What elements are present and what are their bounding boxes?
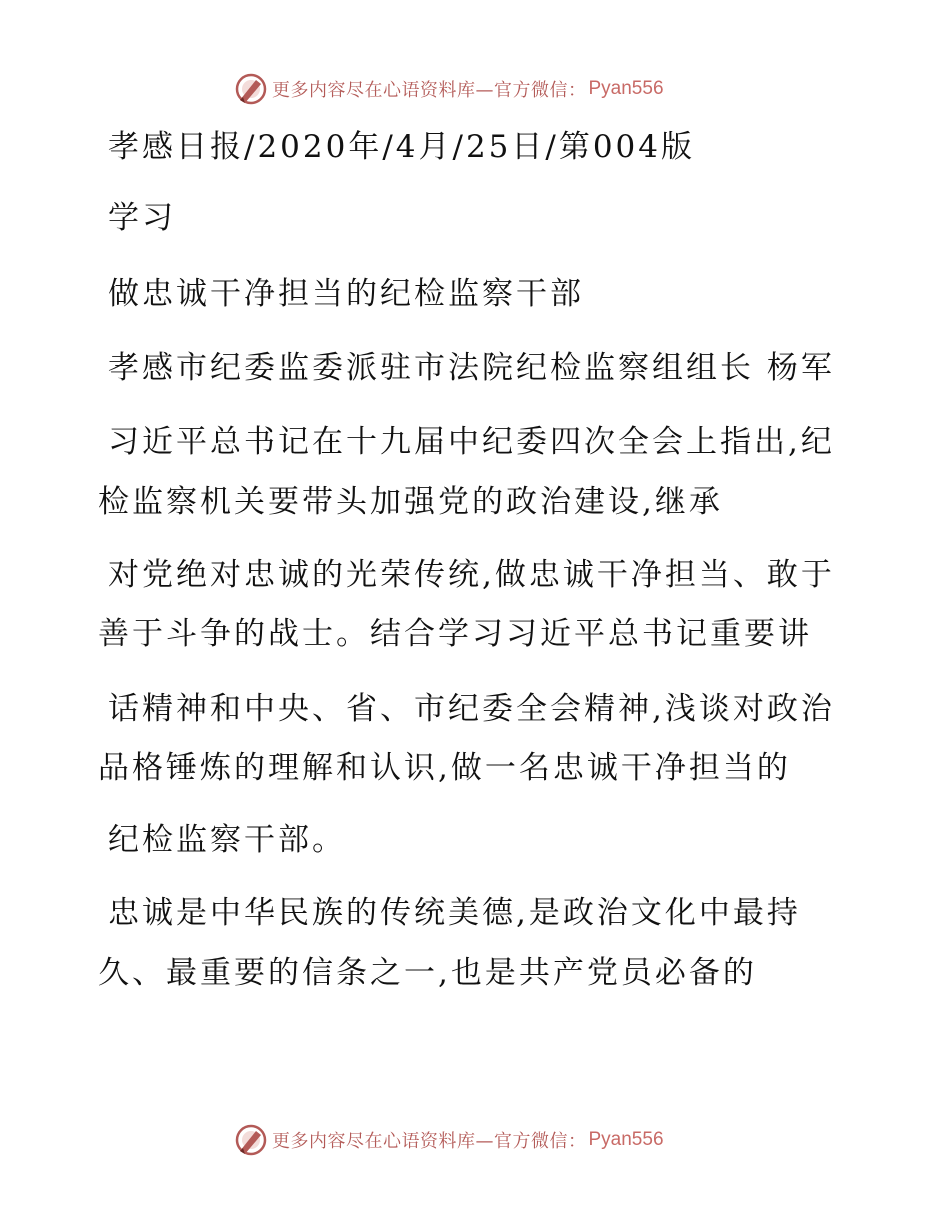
- article-byline: 孝感市纪委监委派驻市法院纪检监察组组长 杨军: [108, 350, 835, 386]
- paragraph-line: 善于斗争的战士。结合学习习近平总书记重要讲: [98, 616, 812, 652]
- paragraph-line: 纪检监察干部。: [108, 822, 346, 858]
- dateline: 孝感日报/2020年/4月/25日/第004版: [108, 129, 696, 165]
- article-title: 做忠诚干净担当的纪检监察干部: [108, 276, 584, 312]
- paragraph-line: 检监察机关要带头加强党的政治建设,继承: [98, 484, 723, 520]
- section-label: 学习: [108, 200, 176, 236]
- paragraph-line: 话精神和中央、省、市纪委全会精神,浅谈对政治: [108, 691, 835, 727]
- watermark-banner-bottom: [234, 1123, 754, 1157]
- watermark-promo-text: 更多内容尽在心语资料库—官方微信：: [272, 80, 587, 101]
- paragraph-line: 对党绝对忠诚的光荣传统,做忠诚干净担当、敢于: [108, 557, 835, 593]
- paragraph-line: 习近平总书记在十九届中纪委四次全会上指出,纪: [108, 424, 835, 460]
- pen-circle-logo-icon: [234, 72, 268, 106]
- paragraph-line: 忠诚是中华民族的传统美德,是政治文化中最持: [108, 895, 801, 931]
- pen-circle-logo-icon: [234, 1123, 268, 1157]
- paragraph-line: 品格锤炼的理解和认识,做一名忠诚干净担当的: [98, 750, 791, 786]
- watermark-wechat-id: Pyan556: [588, 78, 664, 99]
- watermark-wechat-id: Pyan556: [588, 1129, 664, 1150]
- watermark-promo-text: 更多内容尽在心语资料库—官方微信：: [272, 1131, 587, 1152]
- watermark-banner-top: [234, 72, 754, 106]
- paragraph-line: 久、最重要的信条之一,也是共产党员必备的: [98, 955, 757, 991]
